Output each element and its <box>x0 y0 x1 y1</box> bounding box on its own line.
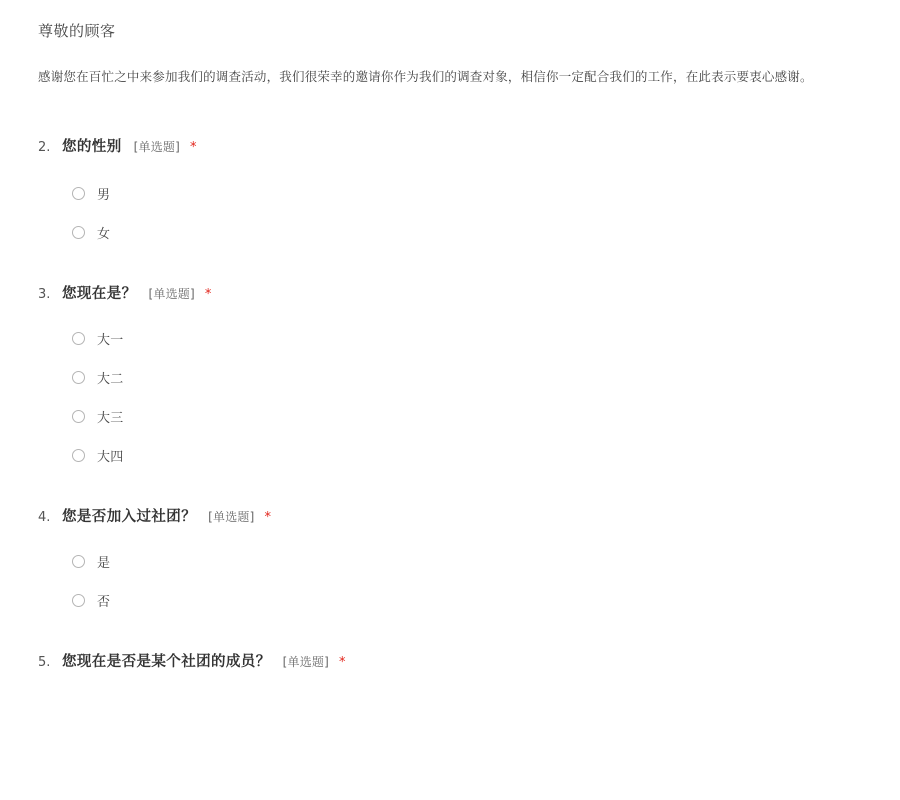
required-mark-5: * <box>338 655 346 670</box>
options-list-4 <box>38 552 870 610</box>
radio-icon[interactable] <box>72 410 85 423</box>
option-label: 否 <box>97 595 111 610</box>
option-row[interactable] <box>72 184 870 203</box>
radio-icon[interactable] <box>72 332 85 345</box>
radio-icon[interactable] <box>72 226 85 239</box>
question-header-2 <box>38 135 870 156</box>
option-row[interactable] <box>72 446 870 465</box>
question-title-4: 您是否加入过社团？ <box>62 509 197 525</box>
option-label: 大三 <box>97 411 124 426</box>
question-title-5: 您现在是否是某个社团的成员？ <box>62 654 271 670</box>
option-row[interactable] <box>72 552 870 571</box>
option-row[interactable] <box>72 223 870 242</box>
option-row[interactable] <box>72 407 870 426</box>
option-row[interactable] <box>72 329 870 348</box>
question-number-5: 5. <box>38 655 51 670</box>
option-label: 是 <box>97 556 111 571</box>
question-block-3 <box>38 282 870 465</box>
question-block-4 <box>38 505 870 610</box>
question-number-4: 4. <box>38 510 51 525</box>
required-mark-3: * <box>204 287 212 302</box>
question-title-2: 您的性别 <box>62 139 122 155</box>
option-label: 大一 <box>97 333 124 348</box>
radio-icon[interactable] <box>72 594 85 607</box>
question-type-5: [单选题] <box>282 655 329 669</box>
option-row[interactable] <box>72 368 870 387</box>
options-list-3 <box>38 329 870 465</box>
radio-icon[interactable] <box>72 449 85 462</box>
required-mark-2: * <box>189 140 197 155</box>
radio-icon[interactable] <box>72 371 85 384</box>
page-title: 尊敬的顾客 <box>38 22 116 40</box>
option-label: 男 <box>97 188 111 203</box>
question-type-3: [单选题] <box>148 287 195 301</box>
question-type-2: [单选题] <box>133 140 180 154</box>
options-list-2 <box>38 184 870 242</box>
question-number-3: 3. <box>38 287 51 302</box>
question-number-2: 2. <box>38 140 51 155</box>
survey-intro-text: 感谢您在百忙之中来参加我们的调查活动，我们很荣幸的邀请你作为我们的调查对象，相信你一定配合我们的工作，在此表示要衷心感谢。 <box>38 69 813 84</box>
question-header-4 <box>38 505 870 526</box>
question-title-3: 您现在是？ <box>62 286 137 302</box>
required-mark-4: * <box>264 510 271 525</box>
option-label: 大四 <box>97 450 124 465</box>
question-header-5 <box>38 650 870 671</box>
question-block-5 <box>38 650 870 671</box>
question-type-4: [单选题] <box>208 510 255 524</box>
radio-icon[interactable] <box>72 187 85 200</box>
option-label: 大二 <box>97 372 124 387</box>
question-block-2 <box>38 135 870 242</box>
question-header-3 <box>38 282 870 303</box>
radio-icon[interactable] <box>72 555 85 568</box>
option-row[interactable] <box>72 591 870 610</box>
option-label: 女 <box>97 227 111 242</box>
